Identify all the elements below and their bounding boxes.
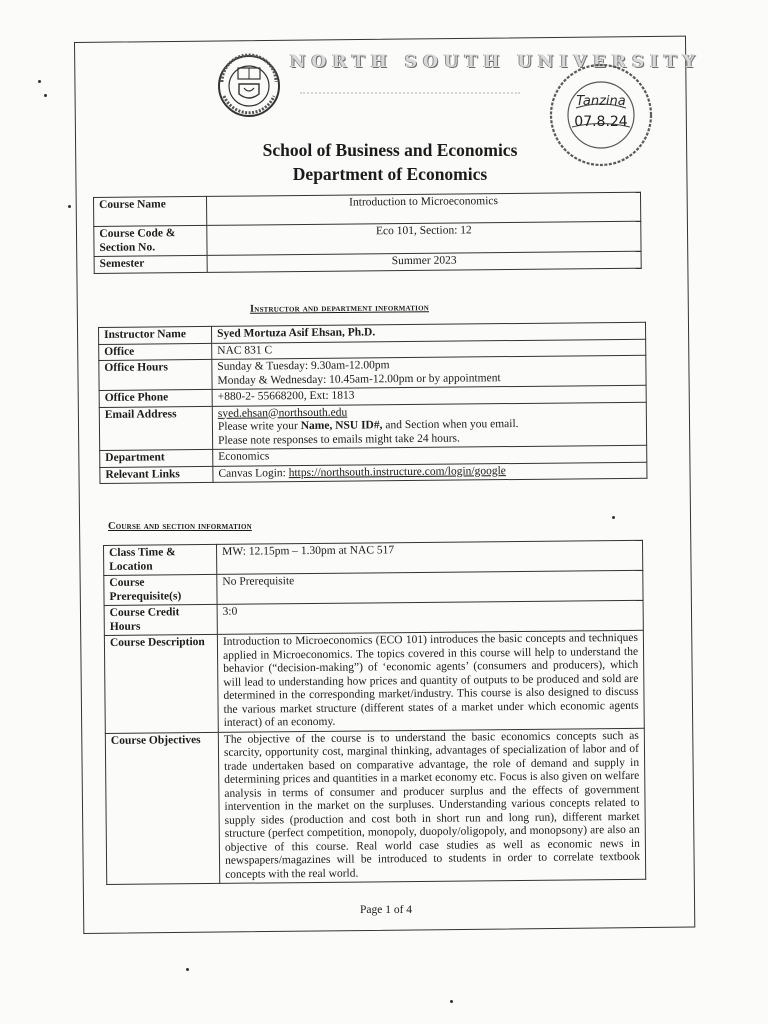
canvas-login-link[interactable]: https://northsouth.instructure.com/login/google	[288, 464, 506, 479]
class-time-value: MW: 12.15pm – 1.30pm at NAC 517	[216, 540, 642, 574]
office-hours-line-2: Monday & Wednesday: 10.45am-12.00pm or by appointment	[217, 371, 501, 387]
email-link[interactable]: syed.ehsan@northsouth.edu	[217, 406, 348, 420]
email-note-1-a: Please write your	[217, 420, 301, 433]
office-hours-line-1: Sunday & Tuesday: 9.30am-12.00pm	[217, 359, 390, 373]
instructor-name-label: Instructor Name	[99, 326, 212, 344]
office-hours-label: Office Hours	[99, 359, 212, 390]
course-code-label: Course Code & Section No.	[94, 225, 207, 256]
course-name-label: Course Name	[94, 196, 207, 226]
prerequisite-label: Course Prerequisite(s)	[104, 574, 217, 605]
credit-hours-value: 3:0	[217, 600, 643, 634]
email-note-1-b: Name, NSU ID#,	[300, 419, 383, 433]
class-time-label: Class Time & Location	[104, 544, 217, 575]
course-objectives-value: The objective of the course is to understand the basic economics concepts such as scarcity, opportunity cost, marginal thinking, advantages of specialization of labor and of trade undertaken based on comparative advantage, the role of demand and supply in determining prices and quantities in a market economy etc. Focus is also given on welfare analysis in terms of consumer and producer surplus and the effects of government intervention in the market on the surpluses. Understanding various concepts related to supply sides (production and cost both in short run and long run), different market structure (perfect competition, monopoly, duopoly/oligopoly, and monopsony) are also an objective of this course. Real world case studies as well as economic news in newspapers/magazines will be introduced to students in order to correlate textbook concepts with the real world.	[218, 728, 645, 884]
department-label: Department	[100, 449, 213, 467]
email-note-2: Please note responses to emails might take 24 hours.	[218, 432, 460, 447]
scan-speck	[38, 80, 41, 83]
course-section-table	[103, 540, 646, 885]
semester-label: Semester	[94, 255, 207, 273]
instructor-name-value: Syed Mortuza Asif Ehsan, Ph.D.	[211, 322, 645, 343]
instructor-section-heading: Instructor and department information	[249, 302, 430, 315]
email-note-1-c: and Section when you email.	[382, 417, 519, 432]
office-value: NAC 831 C	[212, 339, 646, 360]
course-section-heading: Course and section information	[108, 521, 252, 532]
course-description-label: Course Description	[104, 634, 218, 733]
email-label: Email Address	[99, 406, 212, 451]
scan-speck	[44, 94, 47, 97]
page-number: Page 1 of 4	[360, 904, 413, 916]
prerequisite-value: No Prerequisite	[217, 570, 643, 604]
relevant-links-value	[213, 462, 647, 483]
relevant-links-label: Relevant Links	[100, 466, 213, 484]
university-wordmark: NORTH SOUTH UNIVERSITY	[290, 52, 701, 72]
scan-speck	[612, 516, 615, 519]
tagline-faded	[300, 82, 520, 94]
stamp-signature: Tanzina	[576, 94, 626, 109]
scan-speck	[450, 1000, 453, 1003]
table-row	[104, 630, 644, 733]
course-description-value: Introduction to Microeconomics (ECO 101) introduces the basic concepts and techniques applied in Microeconomics. The topics covered in this course will help to understand the behavior (“decision-making”) of ‘economic agents’ (consumers and producers), which will lead to understanding how prices and quantity of outputs to be produced and sold are determined in the corresponding market/industry. This course is also designed to discuss the various market structure (different states of a market under which economic agents interact) of an economy.	[217, 630, 644, 732]
office-phone-label: Office Phone	[99, 389, 212, 407]
office-hours-value	[212, 355, 646, 389]
semester-value: Summer 2023	[207, 251, 641, 272]
department-value: Economics	[213, 445, 647, 466]
credit-hours-label: Course Credit Hours	[104, 604, 217, 635]
course-code-value: Eco 101, Section: 12	[207, 221, 641, 255]
canvas-login-prefix: Canvas Login:	[218, 466, 289, 480]
instructor-table	[98, 322, 647, 484]
table-row	[99, 402, 646, 451]
course-name-value: Introduction to Microeconomics	[206, 192, 640, 225]
course-info-table	[93, 192, 642, 274]
office-label: Office	[99, 343, 212, 361]
course-objectives-label: Course Objectives	[105, 732, 219, 885]
table-row	[105, 728, 645, 885]
university-seal-logo	[216, 48, 282, 126]
email-value	[212, 402, 646, 450]
stamp-date: 07.8.24	[574, 114, 628, 130]
scan-speck	[186, 968, 189, 971]
scan-speck	[68, 205, 71, 208]
office-phone-value: +880-2- 55668200, Ext: 1813	[212, 385, 646, 406]
school-title: School of Business and Economics	[262, 140, 518, 160]
department-title: Department of Economics	[292, 164, 488, 184]
